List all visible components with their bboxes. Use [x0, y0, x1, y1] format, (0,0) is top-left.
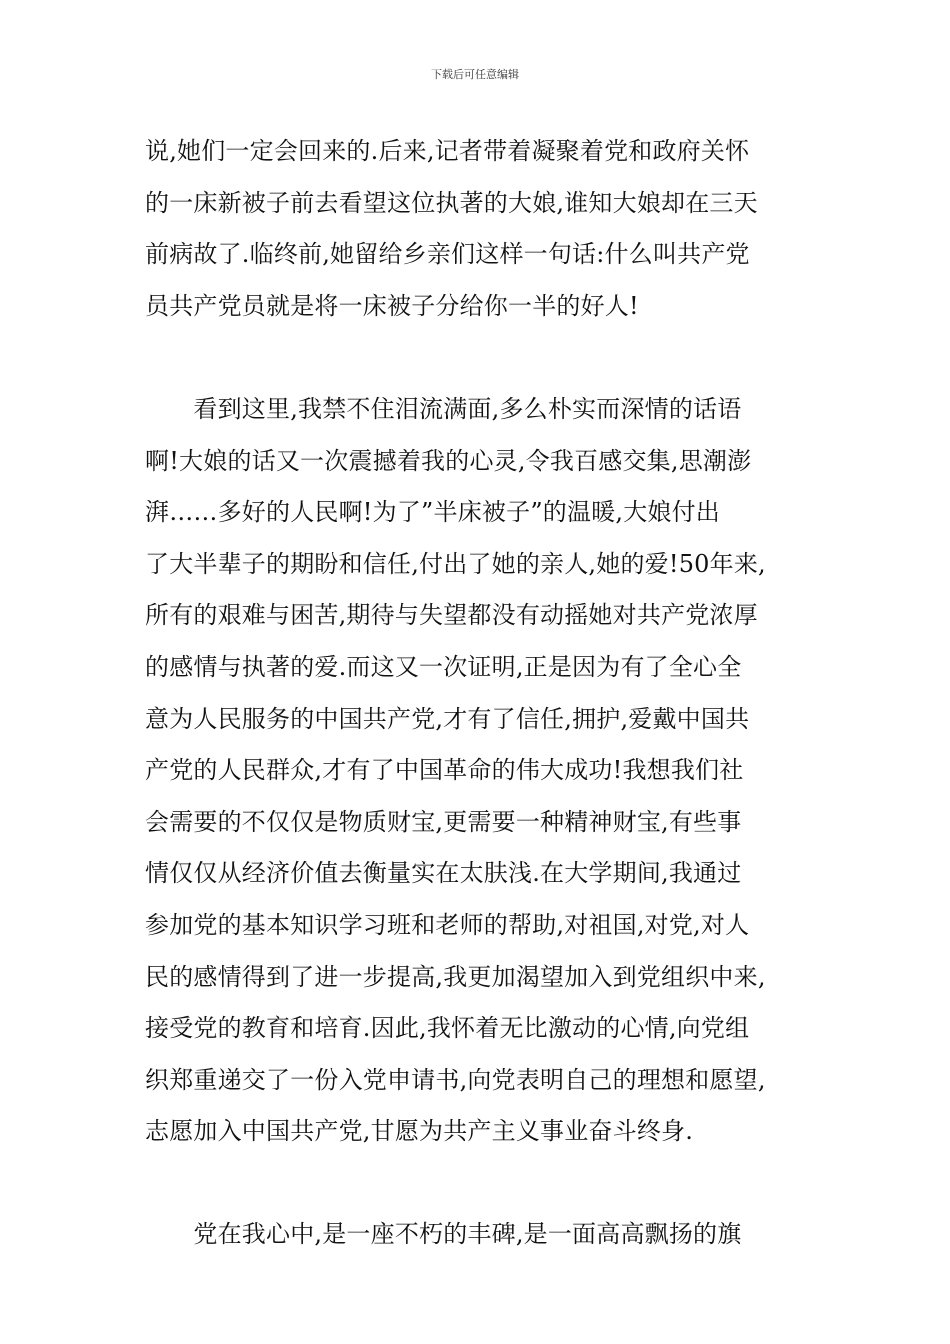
text-line: 看到这里,我禁不住泪流满面,多么朴实而深情的话语 — [145, 394, 742, 423]
text-line: 志愿加入中国共产党,甘愿为共产主义事业奋斗终身. — [145, 1117, 694, 1146]
paragraph-gap — [145, 1158, 810, 1210]
paragraph-gap — [145, 332, 810, 384]
text-line: 情仅仅从经济价值去衡量实在太肤浅.在大学期间,我通过 — [145, 859, 742, 888]
text-line: 会需要的不仅仅是物质财宝,更需要一种精神财宝,有些事 — [145, 807, 742, 836]
text-line: 说,她们一定会回来的.后来,记者带着凝聚着党和政府关怀 — [145, 137, 750, 165]
paragraph — [145, 1209, 810, 1261]
text-line: 前病故了.临终前,她留给乡亲们这样一句话:什么叫共产党 — [145, 240, 750, 269]
text-line: 民的感情得到了进一步提高,我更加渴望加入到党组织中来, — [145, 962, 766, 991]
text-line: 啊!大娘的话又一次震撼着我的心灵,令我百感交集,思潮澎 — [145, 446, 752, 475]
text-line: 党在我心中,是一座不朽的丰碑,是一面高高飘扬的旗 — [145, 1220, 742, 1249]
text-line: 参加党的基本知识学习班和老师的帮助,对祖国,对党,对人 — [145, 910, 750, 939]
text-line: 的一床新被子前去看望这位执著的大娘,谁知大娘却在三天 — [145, 188, 758, 217]
document-body — [145, 126, 810, 1261]
text-line: 织郑重递交了一份入党申请书,向党表明自己的理想和愿望, — [145, 1065, 766, 1094]
paragraph — [145, 126, 810, 332]
text-line: 员共产党员就是将一床被子分给你一半的好人! — [145, 291, 639, 320]
text-line: 所有的艰难与困苦,期待与失望都没有动摇她对共产党浓厚 — [145, 601, 758, 630]
text-line: 意为人民服务的中国共产党,才有了信任,拥护,爱戴中国共 — [145, 704, 750, 733]
paragraph — [145, 384, 810, 1158]
text-line: 产党的人民群众,才有了中国革命的伟大成功!我想我们社 — [145, 756, 744, 785]
page-header: 下载后可任意编辑 — [431, 68, 519, 81]
text-line: 了大半辈子的期盼和信任,付出了她的亲人,她的爱!50年来, — [145, 549, 766, 578]
text-line: 的感情与执著的爱.而这又一次证明,正是因为有了全心全 — [145, 652, 742, 681]
text-line: 接受党的教育和培育.因此,我怀着无比激动的心情,向党组 — [145, 1014, 750, 1043]
text-line: 湃……多好的人民啊!为了”半床被子”的温暖,大娘付出 — [145, 498, 721, 527]
